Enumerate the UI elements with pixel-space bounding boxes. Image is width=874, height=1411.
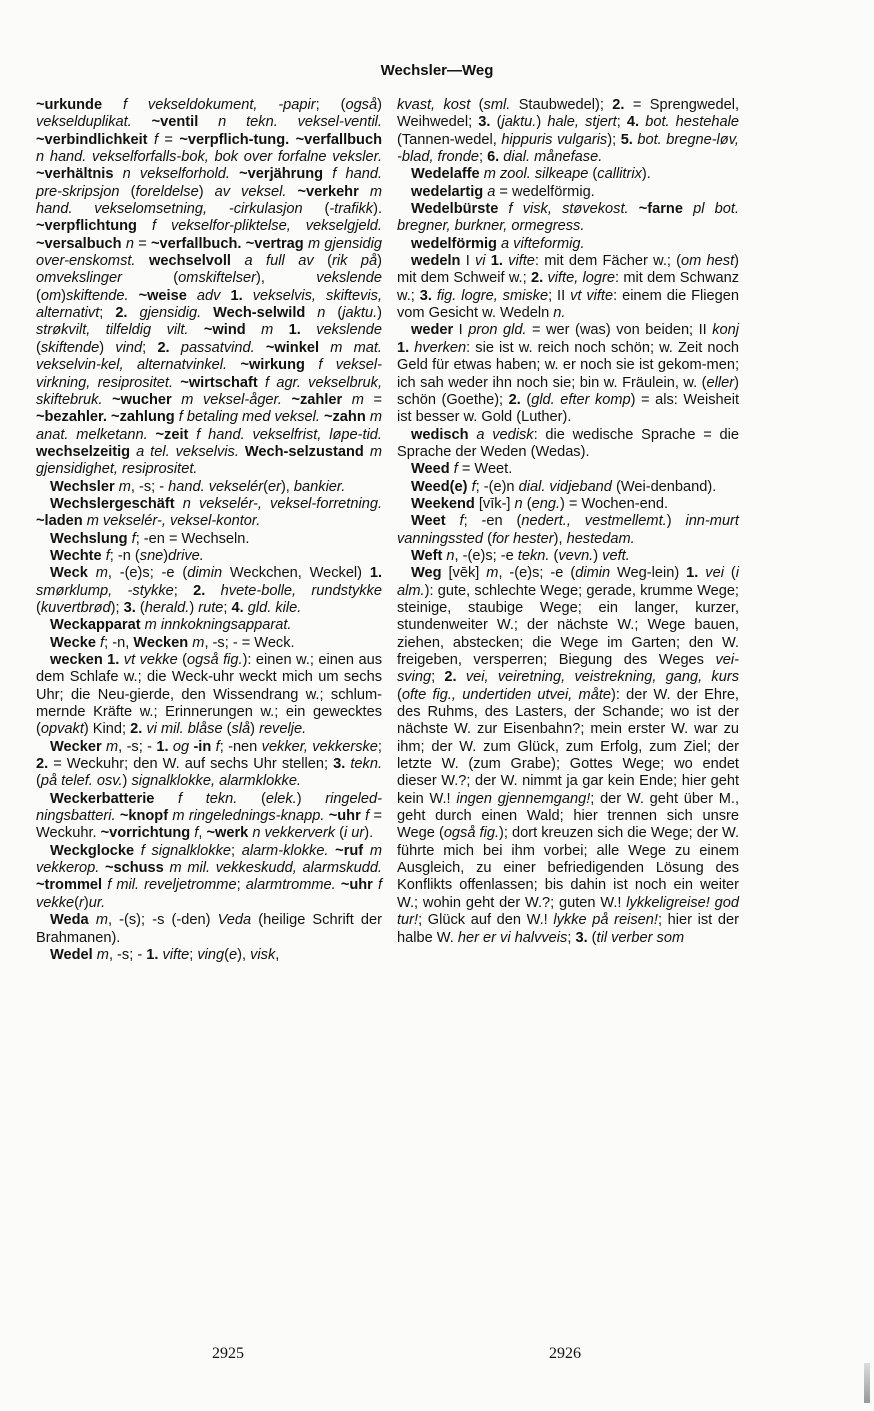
dictionary-entry: Weft n, -(e)s; -e tekn. (vevn.) veft.: [411, 547, 630, 564]
dictionary-entry: Weckapparat m innkokningsapparat.: [50, 617, 292, 634]
dictionary-entry: wedelartig a = wedelförmig.: [411, 183, 595, 200]
dictionary-entry: wedisch a vedisk: die wedische Sprache = die Sprache der Weden (Wedas).: [397, 426, 740, 460]
page-number-right: 2926: [549, 1345, 581, 1362]
dictionary-entry: Weet f; -en (nedert., vestmellemt.) inn-murt vanningssted (for hester), hestedam.: [397, 513, 739, 547]
dictionary-entry: Weed(e) f; -(e)n dial. vidjeband (Wei-denband).: [411, 478, 717, 495]
dictionary-entry: Wechte f; -n (sne)drive.: [50, 547, 204, 564]
dictionary-entry: Wedelaffe m zool. silkeape (callitrix).: [411, 166, 651, 183]
dictionary-entry: Wecker m, -s; - 1. og -in f; -nen vekker, vekkerske; 2. = Weckuhr; den W. auf sechs Uhr stellen; 3. tekn. (på telef. osv.) signalklokke, alarmklokke.: [36, 738, 382, 790]
dictionary-entry: wedelförmig a vifteformig.: [411, 235, 585, 252]
dictionary-entry: Wecke f; -n, Wecken m, -s; - = Weck.: [50, 634, 295, 651]
dictionary-entry: weder I pron gld. = wer (was) von beiden; II konj 1. hverken: sie ist w. reich noch schön; w. Zeit noch Geld für etwas haben; w. er noch sie ist gekom-men; ich sah weder ihn noch sie; bin w. Fräulein, w. (eller) schön (Goethe); 2. (gld. efter komp) = als: Weisheit ist besser w. Gold (Luther).: [397, 322, 740, 426]
dictionary-entry: Wechsler m, -s; - hand. vekselér(er), bankier.: [50, 478, 346, 495]
dictionary-entry: Wedelbürste f visk, støvekost. ~farne pl bot. bregner, burkner, ormegress.: [397, 201, 740, 235]
left-column: [36, 97, 382, 964]
page-number-left: 2925: [212, 1345, 244, 1362]
dictionary-entry: wecken 1. vt vekke (også fig.): einen w.; einen aus dem Schlafe w.; die Weck-uhr weckt mich um sechs Uhr; die Neu-gierde, den Wissendrang w.; schlum-mernde Kräfte w.; Erinnerungen w.; ein gewecktes (opvakt) Kind; 2. vi mil. blåse (slå) revelje.: [36, 652, 383, 738]
dictionary-entry: Weed f = Weet.: [411, 461, 513, 478]
dictionary-entry: Weckglocke f signalklokke; alarm-klokke. ~ruf m vekkerop. ~schuss m mil. vekkeskudd, alarmskudd. ~trommel f mil. reveljetromme; alarmtromme. ~uhr f vekke(r)ur.: [36, 842, 383, 911]
running-header: Wechsler—Weg: [380, 62, 494, 79]
dictionary-entry: Weekend [vīk-] n (eng.) = Wochen-end.: [411, 495, 669, 512]
dictionary-entry: Weda m, -(s); -s (-den) Veda (heilige Schrift der Brahmanen).: [36, 912, 383, 946]
right-column: [397, 97, 739, 947]
dictionary-entry: Wechslergeschäft n vekselér-, veksel-forretning. ~laden m vekselér-, veksel-kontor.: [36, 495, 382, 530]
dictionary-entry: Weg [vēk] m, -(e)s; -e (dimin Weg-lein) 1. vei (i alm.): gute, schlechte Wege; gerade, krumme Wege; steinige, staubige Wege; ein langer, kurzer, stundenweiter W.; der nächste W.; Wege bauen, ziehen, abstecken; die Wege im Garten; den W. freigeben, versperren; Biegung des Weges vei-sving; 2. vei, veiretning, veistrekning, gang, kurs (ofte fig., undertiden utvei, måte): der W. der Ehre, des Ruhms, des Lasters, der Schande; wo ist der nächste W. zur Eisenbahn?; mein erster W. war zu ihm; der W. zum Glück, zum Erfolg, zum Ziel; der letzte W. (zum Grabe); Gottes Wege; wo endet dieser W.?; der W. nimmt ja gar kein Ende; hier geht kein W.! ingen gjennemgang!; der W. geht über M., geht durch einen Wald; hier trennen sich unsre Wege (også fig.); dort kreuzen sich die Wege; der W. führte mich bei ihm vorbei; alle Wege zu einem Ausgleich, zu einer befriedigenden Lösung des Konflikts offenlassen; bis dahin ist noch ein weiter W.; wohin geht der W.?; guten W.! lykkeligreise! god tur!; Glück auf den W.! lykke på reisen!; hier ist der halbe W. her er vi halvveis; 3. (til verber som: [397, 565, 740, 946]
dictionary-entry: Wechslung f; -en = Wechseln.: [50, 530, 250, 547]
dictionary-entry: Weck m, -(e)s; -e (dimin Weckchen, Weckel) 1. smørklump, -stykke; 2. hvete-bolle, rundstykke (kuvertbrød); 3. (herald.) rute; 4. gld. kile.: [36, 565, 383, 616]
dictionary-entry: Weckerbatterie f tekn. (elek.) ringeled-ningsbatteri. ~knopf m ringelednings-knapp. ~uhr f = Weckuhr. ~vorrichtung f, ~werk n vekkerverk (i ur).: [36, 790, 383, 842]
dictionary-entry: kvast, kost (sml. Staubwedel); 2. = Sprengwedel, Weihwedel; 3. (jaktu.) hale, stjert; 4. bot. hestehale (Tannen-wedel, hippuris vulgaris); 5. bot. bregne-løv, -blad, fronde; 6. dial. månefase.: [397, 97, 740, 166]
page-edge-mark: [864, 1363, 870, 1403]
dictionary-entry: wedeln I vi 1. vifte: mit dem Fächer w.; (om hest) mit dem Schweif w.; 2. vifte, logre: mit dem Schwanz w.; 3. fig. logre, smiske; II vt vifte: einem die Fliegen vom Gesicht w. Wedeln n.: [397, 253, 740, 322]
dictionary-entry: Wedel m, -s; - 1. vifte; ving(e), visk,: [50, 946, 280, 963]
dictionary-entry: ~urkunde f vekseldokument, -papir; (også) vekselduplikat. ~ventil n tekn. veksel-ventil. ~verbindlichkeit f = ~verpflich-tung. ~verfallbuch n hand. vekselforfalls-bok, bok over forfalne veksler. ~verhältnis n vekselforhold. ~verjährung f hand. pre-skripsjon (foreldelse) av veksel. ~verkehr m hand. vekselomsetning, -cirkulasjon (-trafikk). ~verpflichtung f vekselfor-pliktelse, vekselgjeld. ~versalbuch n = ~verfallbuch. ~vertrag m gjensidig over-enskomst. wechselvoll a full av (rik på) omvekslinger (omskiftelser), vekslende (om)skiftende. ~weise adv 1. vekselvis, skiftevis, alternativt; 2. gjensidig. Wech-selwild n (jaktu.) strøkvilt, tilfeldig vilt. ~wind m 1. vekslende (skiftende) vind; 2. passatvind. ~winkel m mat. vekselvin-kel, alternatvinkel. ~wirkung f veksel-virkning, resiprositet. ~wirtschaft f agr. vekselbruk, skiftebruk. ~wucher m veksel-åger. ~zahler m = ~bezahler. ~zahlung f betaling med veksel. ~zahn m anat. melketann. ~zeit f hand. vekselfrist, løpe-tid. wechselzeitig a tel. vekselvis. Wech-selzustand m gjensidighet, resiprositet.: [36, 97, 383, 478]
